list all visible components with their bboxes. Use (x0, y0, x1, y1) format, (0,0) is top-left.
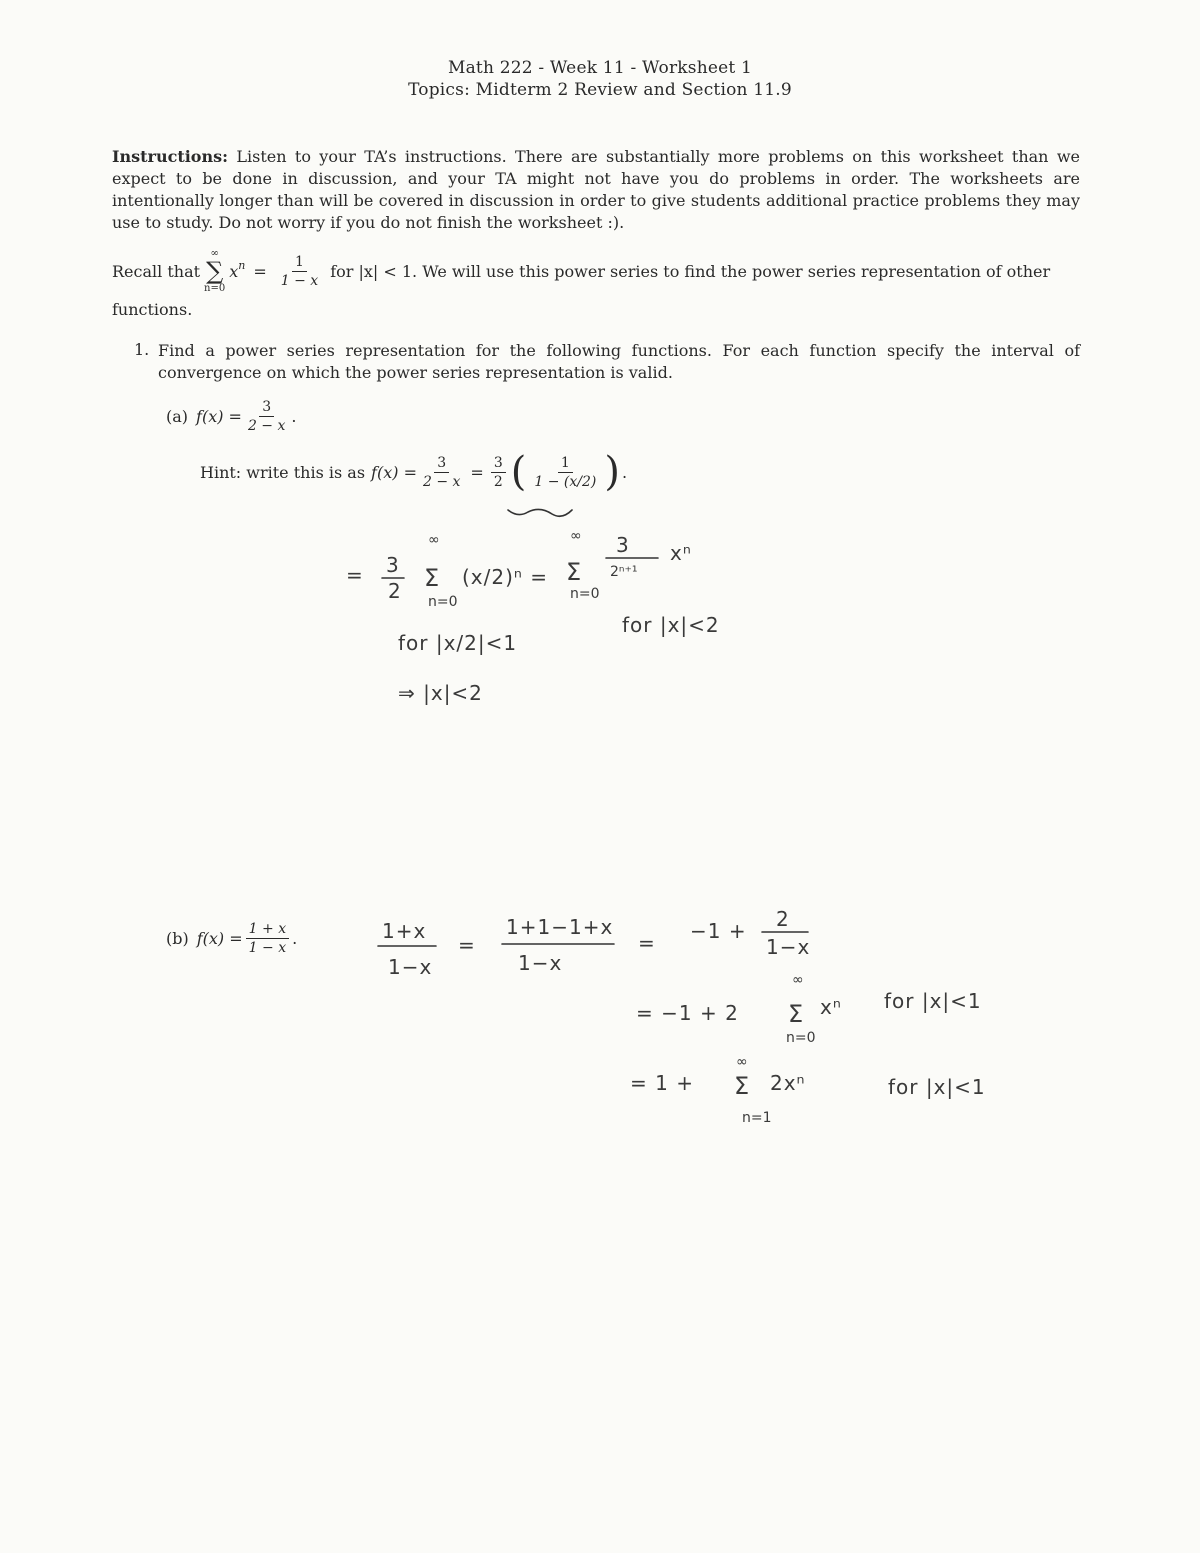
hw-b-line2-sum-top: ∞ (792, 972, 804, 988)
recall-frac-num: 1 (292, 253, 307, 272)
hw-a-term2: xⁿ (670, 541, 692, 565)
hint-den: 2 − x (422, 473, 461, 490)
problem-1a-den: 2 − x (247, 418, 286, 434)
hint-prefix: Hint: write this is as (200, 462, 366, 482)
hw-a-for-right: for |x|<2 (622, 613, 720, 637)
hint-eq: = (470, 462, 484, 482)
hw-b-step2-num: 1+1−1+x (506, 915, 614, 939)
hint-num2: 3 (491, 454, 506, 473)
hw-a-sum2-top: ∞ (570, 528, 582, 544)
hw-b-step3-lead: −1 + (690, 919, 747, 943)
hw-b-eq2: = (638, 931, 656, 955)
hw-b-step1-den: 1−x (388, 955, 433, 979)
hw-a-sigma2: Σ (566, 558, 582, 586)
problem-1b-den: 1 − x (248, 940, 287, 956)
hw-a-sum-top: ∞ (428, 532, 440, 548)
hw-b-line3-sum-top: ∞ (736, 1054, 748, 1070)
hw-a-sum2-bot: n=0 (570, 586, 600, 602)
problem-1b-period: . (292, 929, 298, 948)
recall-suffix: for |x| < 1. We will use this power series to find the power series representation of other (330, 261, 1051, 281)
hw-b-line2-sum-bot: n=0 (786, 1030, 816, 1046)
hw-b-line2-for: for |x|<1 (884, 989, 982, 1013)
hw-a-coef2-num: 3 (616, 533, 630, 557)
hw-b-line3-for: for |x|<1 (888, 1075, 986, 1099)
instructions-label: Instructions: (112, 147, 229, 166)
problem-1a-period: . (291, 407, 297, 426)
hint-left-paren: ( (510, 449, 527, 495)
recall-term: x (229, 261, 239, 281)
hw-b-step1-num: 1+x (382, 919, 427, 943)
sigma-symbol: ∑ (206, 257, 224, 285)
hw-b-step3-num: 2 (776, 907, 790, 931)
hw-a-term: (x/2)ⁿ = (462, 565, 548, 589)
hint-lhs: f(x) = (371, 462, 417, 482)
hw-b-step2-den: 1−x (518, 951, 563, 975)
problem-1-text: Find a power series representation for the following functions. For each function specify the interval of convergence on which the power series representation is valid. (158, 341, 1080, 382)
hw-b-line2-sigma: Σ (788, 1000, 804, 1028)
hw-a-coef2-den: 2ⁿ⁺¹ (610, 564, 638, 580)
hw-b-line3: = 1 + (630, 1071, 694, 1095)
hw-a-sum-bot: n=0 (428, 594, 458, 610)
hw-a-coef-den: 2 (388, 579, 402, 603)
problem-1b-label: (b) (166, 929, 189, 948)
recall-continuation: functions. (112, 300, 193, 319)
recall-equals: = (253, 261, 267, 281)
instructions-text: Listen to your TA’s instructions. There are substantially more problems on this worksheet than we expect to be done in discussion, and your TA might not have you do problems in order. The worksheets are intentionally longer than will be covered in discussion in order to give students additional practice problems they may use to study. Do not worry if you do not finish the worksheet :). (112, 147, 1080, 232)
worksheet-title: Math 222 - Week 11 - Worksheet 1 (447, 58, 753, 78)
problem-1-number: 1. (134, 340, 150, 359)
problem-1b-num: 1 + x (246, 920, 289, 939)
hw-b-step3-den: 1−x (766, 935, 811, 959)
hint-squiggle (508, 509, 572, 516)
hw-b-line2: = −1 + 2 (636, 1001, 739, 1025)
hw-a-implies: ⇒ |x|<2 (398, 681, 483, 705)
problem-1b-lhs: f(x) = (196, 929, 243, 948)
hint-right-paren: ) (604, 449, 620, 495)
hw-b-line3-sigma: Σ (734, 1072, 750, 1100)
hw-a-sigma: Σ (424, 564, 440, 592)
worksheet-topics: Topics: Midterm 2 Review and Section 11.9 (408, 80, 792, 100)
problem-1a-label: (a) (166, 407, 189, 426)
recall-prefix: Recall that (112, 261, 201, 281)
hint-inner-num: 1 (558, 454, 573, 473)
hw-a-coef-num: 3 (386, 553, 400, 577)
hw-b-line2-term: xⁿ (820, 995, 842, 1019)
hw-b-eq1: = (458, 933, 476, 957)
recall-exp: n (238, 258, 246, 272)
problem-1a-lhs: f(x) = (196, 407, 242, 426)
recall-sum-top: ∞ (210, 248, 219, 259)
hw-a-eq: = (346, 563, 364, 587)
hint-inner-den: 1 − (x/2) (534, 473, 597, 490)
hint-num: 3 (434, 454, 449, 473)
problem-1a-num: 3 (259, 398, 274, 417)
hw-a-for-left: for |x/2|<1 (398, 631, 518, 655)
hw-b-line3-term: 2xⁿ (770, 1071, 806, 1095)
recall-sum-bottom: n=0 (204, 283, 226, 294)
hw-b-line3-sum-bot: n=1 (742, 1110, 772, 1126)
recall-frac-den: 1 − x (280, 272, 319, 289)
hint-period: . (621, 462, 628, 482)
hint-den2: 2 (493, 473, 503, 490)
